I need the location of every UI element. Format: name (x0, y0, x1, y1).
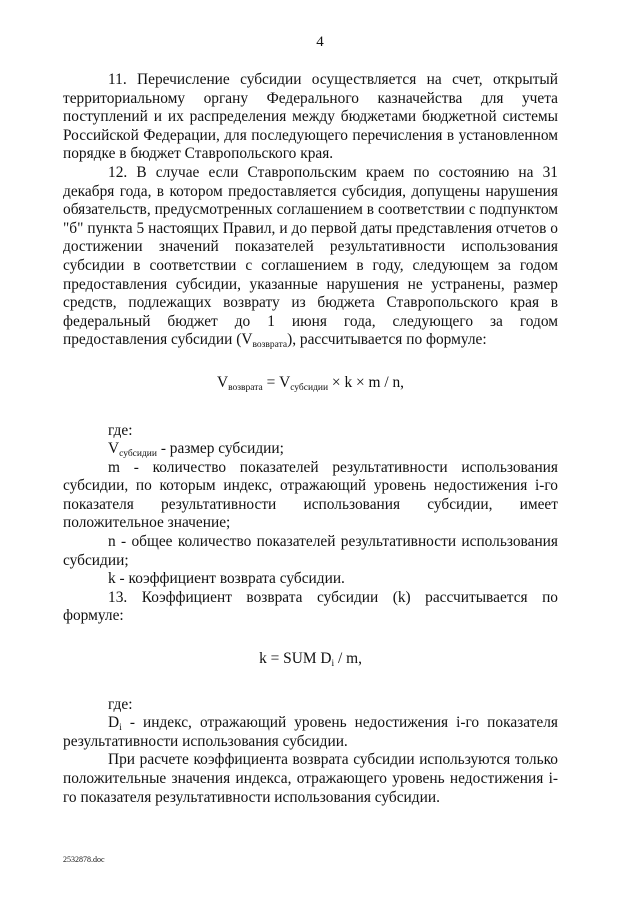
formula-sub-subsidy: субсидии (290, 382, 329, 393)
v-subsidy-subscript: субсидии (119, 449, 157, 460)
paragraph-12 (63, 164, 558, 350)
document-filename: 2532878.doc (63, 855, 105, 864)
document-body (63, 71, 558, 807)
final-paragraph: При расчете коэффициента возврата субсидии используются только положительные значения индекса, отражающего уровень недостижения i-го показателя результативности использования субсидии. (63, 751, 558, 806)
d-subscript: i (119, 723, 122, 734)
v-subsidy-text: - размер субсидии; (156, 440, 284, 458)
d-definition-text: - индекс, отражающий уровень недостижения i-го показателя результативности использования субсидии. (63, 714, 558, 750)
paragraph-12-tail: ), рассчитывается по формуле: (287, 331, 487, 349)
formula-k (63, 650, 558, 669)
formula-k-main: k = SUM D (259, 650, 332, 668)
formula-v-return (63, 374, 558, 393)
page-number: 4 (316, 34, 324, 50)
where-label-2: где: (108, 695, 133, 713)
d-definition (63, 714, 558, 751)
formula-rest: × k × m / n, (328, 373, 405, 391)
formula-eq: = V (262, 373, 291, 391)
paragraph-13: 13. Коэффициент возврата субсидии (k) рассчитывается по формуле: (63, 588, 558, 625)
formula-k-subscript: i (331, 659, 335, 670)
k-definition: k - коэффициент возврата субсидии. (108, 570, 345, 588)
d-symbol: D (108, 714, 120, 732)
paragraph-11: 11. Перечисление субсидии осуществляется на счет, открытый территориальному органу Федерального казначейства для учета поступлений и их распределения между бюджетами бюджетной системы Российской Федерации, для последующего перечисления в установленном порядке в бюджет Ставропольского края. (63, 71, 558, 163)
formula-sub-return: возврата (228, 382, 263, 393)
formula-v1: V (216, 373, 229, 391)
v-subsidy-definition (63, 440, 558, 459)
v-return-subscript: возврата (252, 340, 288, 351)
m-definition: m - количество показателей результативности использования субсидии, по которым индекс, отражающий уровень недостижения i-го показателя результативности использования субсидии, имеет положительное значение; (63, 458, 558, 532)
where-label-1: где: (108, 421, 133, 439)
n-definition: n - общее количество показателей результативности использования субсидии; (63, 533, 558, 569)
v-symbol: V (108, 440, 120, 458)
paragraph-12-text: 12. В случае если Ставропольским краем по состоянию на 31 декабря года, в котором предоставляется субсидия, допущены нарушения обязательств, предусмотренных соглашением в соответствии с подпунктом "б" пункта 5 настоящих Правил, и до первой даты представления отчетов о достижении значений показателей результативности использования субсидии в соответствии с соглашением в году, следующем за годом предоставления субсидии, указанные нарушения не устранены, размер средств, подлежащих возврату из бюджета Ставропольского края в федеральный бюджет до 1 июня года, следующего за годом предоставления субсидии (V (63, 163, 558, 349)
formula-k-tail: / m, (334, 650, 362, 668)
